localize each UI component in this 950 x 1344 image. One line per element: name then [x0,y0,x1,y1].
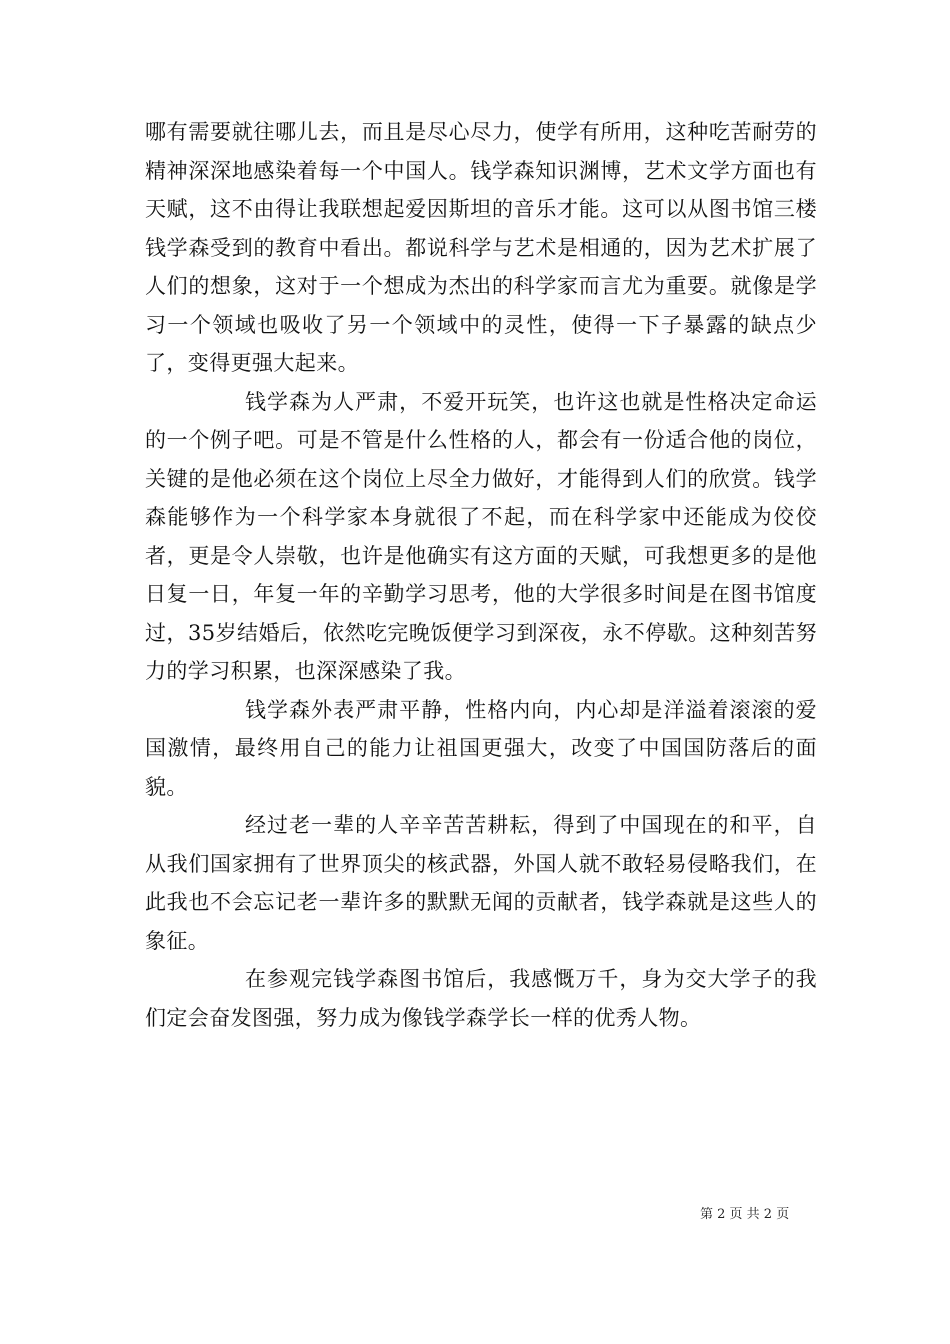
paragraph-1: 哪有需要就往哪儿去，而且是尽心尽力，使学有所用，这种吃苦耐劳的精神深深地感染着每一个中国人。钱学森知识渊博，艺术文学方面也有天赋，这不由得让我联想起爱因斯坦的音乐才能。这可以从图书馆三楼钱学森受到的教育中看出。都说科学与艺术是相通的，因为艺术扩展了人们的想象，这对于一个想成为杰出的科学家而言尤为重要。就像是学习一个领域也吸收了另一个领域中的灵性，使得一下子暴露的缺点少了，变得更强大起来。 [145,120,817,375]
document-body [145,113,817,1037]
paragraph-5: 在参观完钱学森图书馆后，我感慨万千，身为交大学子的我们定会奋发图强，努力成为像钱学森学长一样的优秀人物。 [145,967,817,1030]
paragraph-3: 钱学森外表严肃平静，性格内向，内心却是洋溢着滚滚的爱国激情，最终用自己的能力让祖国更强大，改变了中国国防落后的面貌。 [145,697,817,799]
paragraph-2: 钱学森为人严肃，不爱开玩笑，也许这也就是性格决定命运的一个例子吧。可是不管是什么性格的人，都会有一份适合他的岗位，关键的是他必须在这个岗位上尽全力做好，才能得到人们的欣赏。钱学森能够作为一个科学家本身就很了不起，而在科学家中还能成为佼佼者，更是令人崇敬，也许是他确实有这方面的天赋，可我想更多的是他日复一日，年复一年的辛勤学习思考，他的大学很多时间是在图书馆度过，35岁结婚后，依然吃完晚饭便学习到深夜，永不停歇。这种刻苦努力的学习积累，也深深感染了我。 [145,389,817,683]
page-number-footer: 第 2 页 共 2 页 [700,1207,790,1222]
paragraph-4: 经过老一辈的人辛辛苦苦耕耘，得到了中国现在的和平，自从我们国家拥有了世界顶尖的核武器，外国人就不敢轻易侵略我们，在此我也不会忘记老一辈许多的默默无闻的贡献者，钱学森就是这些人的象征。 [145,813,817,953]
